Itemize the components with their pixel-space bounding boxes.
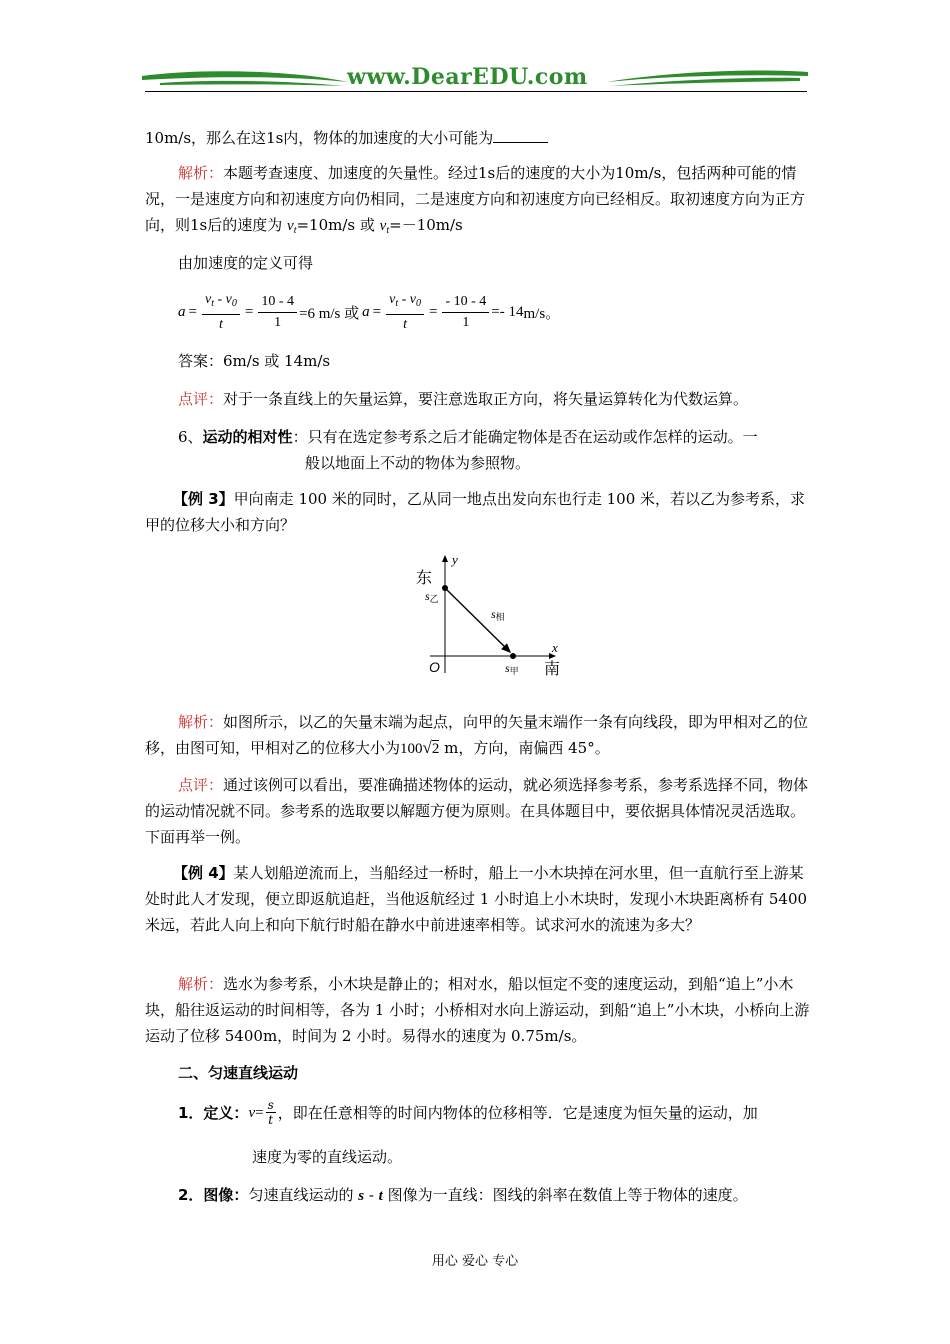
analysis-1: [145, 160, 810, 244]
formula-result-2: =- 14: [491, 303, 524, 320]
def-frac: $\frac{s}{t}$: [267, 1098, 274, 1127]
label-x: x: [552, 640, 558, 655]
analysis-label: 解析：: [178, 164, 224, 182]
page-header: [140, 62, 810, 96]
example-4-label: 【例 4】: [173, 864, 234, 882]
item-6-line2: 般以地面上不动的物体为参照物。: [305, 454, 531, 472]
question-tail: [145, 125, 810, 151]
label-s-jia: s甲: [505, 661, 519, 676]
label-south: 南: [544, 659, 561, 678]
comment-1: 点评：对于一条直线上的矢量运算，要注意选取正方向，将矢量运算转化为代数运算。: [178, 390, 749, 408]
header-swoosh-left-icon: [140, 66, 350, 90]
formula-frac-3: $\frac{v_t - v_0}{t}$: [386, 290, 424, 335]
definition-line: 由加速度的定义可得: [178, 254, 314, 272]
formula-frac-1: $\frac{v_t - v_0}{t}$: [202, 290, 240, 335]
example-3: 【例 3】甲向南走 100 米的同时，乙从同一地点出发向东也行走 100 米，若以乙为参考系，求甲的位移大小和方向？: [145, 490, 806, 534]
relative-displacement-diagram: [405, 548, 575, 683]
label-east: 东: [416, 568, 433, 587]
formula-result-1: =6 m/s 或: [299, 305, 360, 322]
header-logo: www.DearEDU.com: [347, 64, 588, 90]
question-tail-text: 10m/s，那么在这1s内，物体的加速度的大小可能为: [145, 129, 494, 147]
label-s-yi: s乙: [425, 589, 439, 604]
label-origin: O: [429, 659, 440, 675]
vt-symbol: $v_t$: [287, 218, 297, 236]
vt-eq1: =10m/s 或: [296, 216, 375, 234]
formula-frac-4: $\frac{- 10 - 4}{1}$: [442, 292, 489, 333]
header-rule: [145, 91, 807, 92]
vt-eq2: =－10m/s: [389, 216, 463, 234]
acceleration-formula: a = $\frac{v_t - v_0}{t}$ = $\frac{10 - 4}{1}$ =6 m/s 或 a = $\frac{v_t - v_0}{t}$ = $\frac{- 10 - 4}{1}$ =- 14 m/s。: [178, 288, 560, 336]
label-y: y: [452, 552, 458, 567]
example-3-label: 【例 3】: [173, 490, 234, 508]
analysis-3: 解析：选水为参考系，小木块是静止的；相对水，船以恒定不变的速度运动，到船“追上”小木块，船往返运动的时间相等，各为 1 小时；小桥相对水向上游运动，到船“追上”小木块，小桥向上游运动了位移 5400m，时间为 2 小时。易得水的速度为 0.75m/s。: [145, 975, 810, 1045]
point-yi: [442, 585, 448, 591]
page-footer: 用心 爱心 专心: [431, 1254, 519, 1269]
section-2-title: 二、匀速直线运动: [178, 1064, 299, 1082]
comment-2: 点评：通过该例可以看出，要准确描述物体的运动，就必须选择参考系，参考系选择不同，物体的运动情况就不同。参考系的选取要以解题方便为原则。在具体题目中，要依据具体情况灵活选取。下面再举一例。: [145, 776, 809, 846]
formula-eq: =: [188, 303, 197, 320]
sqrt-value: 100√2: [400, 738, 440, 757]
formula-frac-2: $\frac{10 - 4}{1}$: [258, 292, 297, 333]
formula-a: a: [178, 303, 186, 320]
point-jia: [510, 653, 516, 659]
answer-line: 答案：6m/s 或 14m/s: [178, 352, 331, 370]
header-swoosh-right-icon: [605, 66, 810, 90]
analysis-2: 解析：如图所示，以乙的矢量末端为起点，向甲的矢量末端作一条有向线段，即为甲相对乙的位移，由图可知，甲相对乙的位移大小为100√2 m，方向，南偏西 45°。: [145, 713, 809, 757]
item-6: 6、运动的相对性：只有在选定参考系之后才能确定物体是否在运动或作怎样的运动。一: [178, 428, 758, 446]
definition-line2: 速度为零的直线运动。: [252, 1148, 403, 1166]
graph-item: 2．图像：匀速直线运动的 s - t 图像为一直线：图线的斜率在数值上等于物体的速度。: [178, 1186, 748, 1204]
analysis-1-text: 本题考查速度、加速度的矢量性。经过1s后的速度的大小为10m/s，包括两种可能的情况，一是速度方向和初速度方向仍相同，二是速度方向和初速度方向已经相反。取初速度方向为正方向，则1s后的速度为: [145, 164, 806, 234]
definition-item: 1．定义： v = $\frac{s}{t}$ ，即在任意相等的时间内物体的位移相等．它是速度为恒矢量的运动，加: [178, 1098, 758, 1127]
example-4: 【例 4】某人划船逆流而上，当船经过一桥时，船上一小木块掉在河水里，但一直航行至上游某处时此人才发现，便立即返航追赶，当他返航经过 1 小时追上小木块时，发现小木块距离桥有 5400 米远，若此人向上和向下航行时船在静水中前进速率相等。试求河水的流速为多大？: [145, 864, 808, 934]
vt-symbol-2: $v_t$: [379, 218, 390, 236]
answer-blank: [493, 128, 548, 143]
item-6-title: 运动的相对性: [202, 428, 293, 446]
label-s-xiang: s相: [491, 607, 505, 622]
